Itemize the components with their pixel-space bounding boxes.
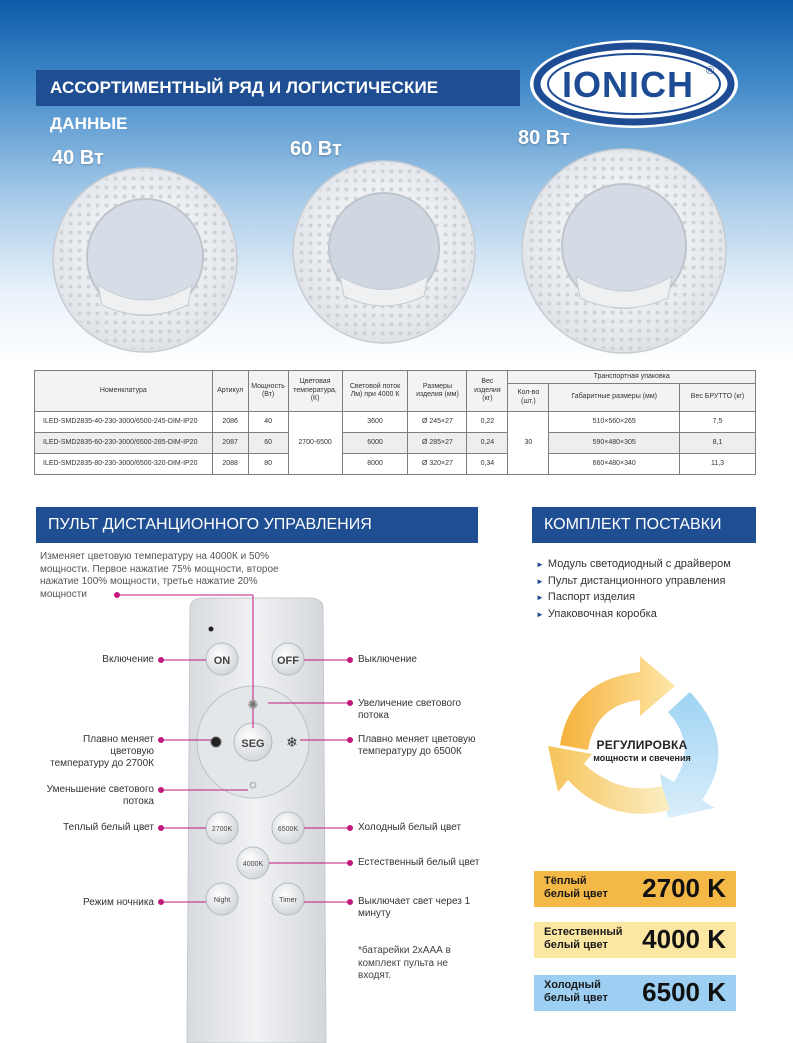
btn-seg: SEG (241, 738, 265, 750)
list-item: ► Пульт дистанционного управления (536, 574, 726, 587)
color-temp-natural (534, 922, 736, 958)
cell-weight: 0,22 (467, 412, 508, 433)
color-temp-name: Естественный белый цвет (544, 926, 623, 951)
cell-name: ILED-SMD2835-60-230-3000/6500-285-DIM-IP20 (35, 433, 213, 454)
sun-up-icon: ✺ (247, 697, 259, 712)
cell-gross: 11,3 (680, 454, 756, 475)
th-color-temp: Цветовая температура, (К) (288, 371, 342, 412)
color-temp-warm (534, 871, 736, 907)
cell-pack-size: 510×560×265 (549, 412, 680, 433)
btn-on: ON (213, 655, 231, 667)
cell-name: ILED-SMD2835-80-230-3000/6500-320-DIM-IP20 (35, 454, 213, 475)
page-title: АССОРТИМЕНТНЫЙ РЯД И ЛОГИСТИЧЕСКИЕ ДАННЫЕ (36, 70, 520, 106)
color-temp-name: Тёплый белый цвет (544, 875, 608, 900)
arrow-right-icon: ► (536, 560, 544, 569)
cell-weight: 0,34 (467, 454, 508, 475)
specification-table (34, 370, 756, 475)
btn-off: OFF (277, 655, 299, 667)
th-gross: Вес БРУТТО (кг) (680, 384, 756, 412)
cell-gross: 7,5 (680, 412, 756, 433)
label-off: Выключение (358, 654, 417, 665)
th-name: Номенклатура (35, 371, 213, 412)
table-row (35, 454, 756, 475)
led-module-60w-image (288, 158, 480, 346)
power-label-80: 80 Вт (518, 127, 570, 149)
cell-name: ILED-SMD2835-40-230-3000/6500-245-DIM-IP20 (35, 412, 213, 433)
arrow-right-icon: ► (536, 593, 544, 602)
ionich-logo (526, 36, 742, 132)
label-warm-white: Теплый белый цвет (63, 822, 154, 833)
cell-lumen: 3600 (342, 412, 408, 433)
color-temp-cold (534, 975, 736, 1011)
list-item: ► Модуль светодиодный с драйвером (536, 558, 731, 570)
label-cold-white: Холодный белый цвет (358, 822, 462, 833)
cell-power: 80 (248, 454, 288, 475)
cell-lumen: 8000 (342, 454, 408, 475)
btn-night: Night (213, 897, 231, 904)
snowflake-icon: ❄ (286, 734, 298, 750)
kit-list (536, 558, 731, 624)
logo-text: IONICH (562, 64, 694, 105)
cell-article: 2086 (212, 412, 248, 433)
warm-shift-icon (211, 737, 221, 747)
label-timer: Выключает свет через 1 минуту (358, 896, 471, 919)
cell-gross: 8,1 (680, 433, 756, 454)
table-row (35, 433, 756, 454)
th-size: Размеры изделия (мм) (408, 371, 467, 412)
remote-section-title: ПУЛЬТ ДИСТАНЦИОННОГО УПРАВЛЕНИЯ (36, 507, 478, 543)
label-natural-white: Естественный белый цвет (358, 857, 480, 868)
btn-6500k: 6500K (277, 826, 299, 833)
regulation-title: РЕГУЛИРОВКА (596, 738, 688, 752)
btn-2700k: 2700K (211, 826, 233, 833)
power-label-40: 40 Вт (52, 147, 104, 169)
th-lumen: Световой поток Лм) при 4000 К (342, 371, 408, 412)
regulation-label (584, 738, 700, 763)
th-article: Артикул (212, 371, 248, 412)
cell-power: 40 (248, 412, 288, 433)
color-temp-value: 2700 K (642, 873, 726, 903)
sun-down-icon: ☼ (247, 776, 259, 791)
cell-size: Ø 320×27 (408, 454, 467, 475)
seg-description: Изменяет цветовую температуру на 4000К и 50% мощности. Первое нажатие 75% мощности, второе нажатие 100% мощности, третье нажатие 20% мощности (40, 551, 279, 600)
list-item: ► Паспорт изделия (536, 591, 636, 603)
battery-note: *батарейки 2хААА в комплект пульта не входят. (358, 945, 451, 981)
table-row (35, 412, 756, 433)
th-transport: Транспортная упаковка (508, 371, 756, 384)
th-qty: Кол-во (шт.) (508, 384, 549, 412)
led-module-80w-image (518, 146, 731, 356)
cell-weight: 0,24 (467, 433, 508, 454)
led-module-40w-image (48, 165, 243, 355)
th-weight: Вес изделия (кг) (467, 371, 508, 412)
cell-article: 2088 (212, 454, 248, 475)
cell-pack-size: 660×480×340 (549, 454, 680, 475)
kit-section-title: КОМПЛЕКТ ПОСТАВКИ (532, 507, 756, 543)
arrow-right-icon: ► (536, 576, 544, 586)
cell-article: 2087 (212, 433, 248, 454)
cell-size: Ø 285×27 (408, 433, 467, 454)
label-warm-shift: Плавно меняет цветовую температуру до 2700К (50, 734, 154, 769)
arrow-right-icon: ► (536, 609, 544, 619)
cell-power: 60 (248, 433, 288, 454)
th-power: Мощность (Вт) (248, 371, 288, 412)
color-temp-value: 4000 K (642, 924, 726, 954)
cell-qty: 30 (508, 412, 549, 475)
cell-color-temp: 2700-6500 (288, 412, 342, 475)
regulation-subtitle: мощности и свечения (593, 753, 691, 763)
color-temp-name: Холодный белый цвет (544, 979, 608, 1004)
label-brightness-up: Увеличение светового потока (358, 698, 462, 721)
label-night: Режим ночника (83, 897, 154, 908)
logo-trademark: ® (706, 65, 715, 77)
cell-lumen: 6000 (342, 433, 408, 454)
btn-timer: Timer (279, 897, 297, 904)
list-item: ► Упаковочная коробка (536, 607, 657, 620)
th-pack-size: Габаритные размеры (мм) (549, 384, 680, 412)
cell-pack-size: 590×480×305 (549, 433, 680, 454)
power-label-60: 60 Вт (290, 138, 342, 160)
cell-size: Ø 245×27 (408, 412, 467, 433)
color-temp-value: 6500 K (642, 977, 726, 1007)
label-cool-shift: Плавно меняет цветовую температуру до 6500К (358, 734, 476, 757)
btn-4000k: 4000K (242, 861, 264, 868)
label-on: Включение (102, 654, 154, 665)
label-brightness-down: Уменьшение светового потока (46, 784, 154, 807)
